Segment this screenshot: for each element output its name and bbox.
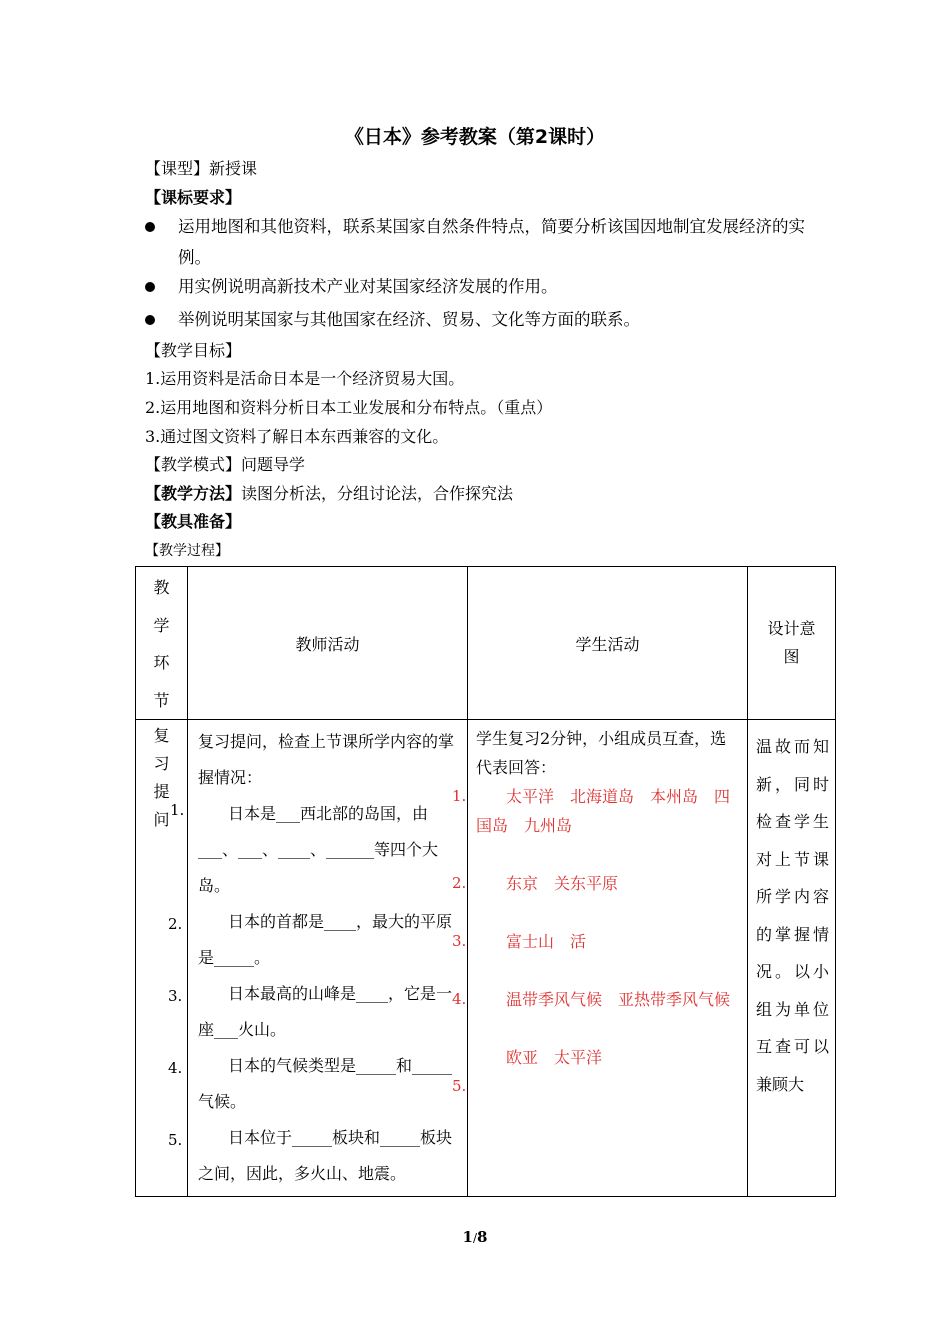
header-student: 学生活动 <box>468 567 748 720</box>
design-intent: 温故而知新，同时检查学生对上节课所学内容的掌握情况。以小组为单位互查可以兼顾大 <box>748 720 836 1197</box>
teacher-activity <box>188 720 468 1197</box>
teacher-intro: 复习提问，检查上节课所学内容的掌握情况： <box>198 732 455 787</box>
standard-item-2: 用实例说明高新技术产业对某国家经济发展的作用。 <box>178 277 558 296</box>
question-1: 日本是___西北部的岛国，由___、___、____、______等四个大岛。 <box>198 804 439 895</box>
answer-4: 温带季风气候 亚热带季风气候 <box>506 990 731 1009</box>
student-activity: 学生复习2分钟，小组成员互查，选代表回答： 1. 太平洋 北海道岛 本州岛 四国岛 九州岛 2. 东京 关东平原 3. 富士山 活 4. 温带季风气候 亚热带季风气候 5. 欧亚 太平洋 <box>468 720 748 1197</box>
question-4: 日本的气候类型是_____和_____气候。 <box>198 1056 453 1111</box>
answer-5: 欧亚 太平洋 <box>506 1048 603 1067</box>
method-value: 读图分析法，分组讨论法，合作探究法 <box>241 484 514 503</box>
student-intro: 学生复习2分钟，小组成员互查，选代表回答： <box>476 729 727 777</box>
answer-1: 太平洋 北海道岛 本州岛 四国岛 九州岛 <box>476 787 731 835</box>
table-row <box>136 720 836 1197</box>
answer-2: 东京 关东平原 <box>506 874 619 893</box>
header-teacher: 教师活动 <box>188 567 468 720</box>
question-2: 日本的首都是____，最大的平原是_____。 <box>198 912 453 967</box>
process-table <box>135 566 836 1197</box>
header-stage: 教 学 环 节 <box>136 567 188 720</box>
answer-3: 富士山 活 <box>506 932 587 951</box>
bullet-icon <box>145 222 155 232</box>
goals-heading: 【教学目标】 <box>145 341 242 360</box>
question-3: 日本最高的山峰是____，它是一座___火山。 <box>198 984 453 1039</box>
table-header-row <box>136 567 836 720</box>
teaching-mode: 【教学模式】问题导学 <box>145 455 306 474</box>
teaching-method <box>145 483 513 505</box>
tools-heading: 【教具准备】 <box>145 512 242 531</box>
bullet-icon <box>145 315 155 325</box>
page-title: 《日本》参考教案（第2课时） <box>344 126 606 148</box>
lesson-type: 【课型】新授课 <box>145 159 258 178</box>
stage-review: 复 习 提 问 1. 2. 3. 4. 5. <box>136 720 188 1197</box>
bullet-icon <box>145 282 155 292</box>
goal-item-1: 1.运用资料是活命日本是一个经济贸易大国。 <box>145 369 465 388</box>
question-5: 日本位于_____板块和_____板块之间，因此，多火山、地震。 <box>198 1128 453 1183</box>
standard-item-3: 举例说明某国家与其他国家在经济、贸易、文化等方面的联系。 <box>178 310 640 329</box>
header-design: 设计意图 <box>748 567 836 720</box>
page-number: 1/8 <box>462 1228 488 1246</box>
goal-item-2: 2.运用地图和资料分析日本工业发展和分布特点。（重点） <box>145 398 553 417</box>
standard-item-1: 运用地图和其他资料，联系某国家自然条件特点，简要分析该国因地制宜发展经济的实例。 <box>178 217 805 267</box>
goal-item-3: 3.通过图文资料了解日本东西兼容的文化。 <box>145 427 449 446</box>
standards-heading: 【课标要求】 <box>145 188 242 207</box>
process-heading: 【教学过程】 <box>145 543 229 559</box>
method-label: 【教学方法】 <box>145 484 242 503</box>
